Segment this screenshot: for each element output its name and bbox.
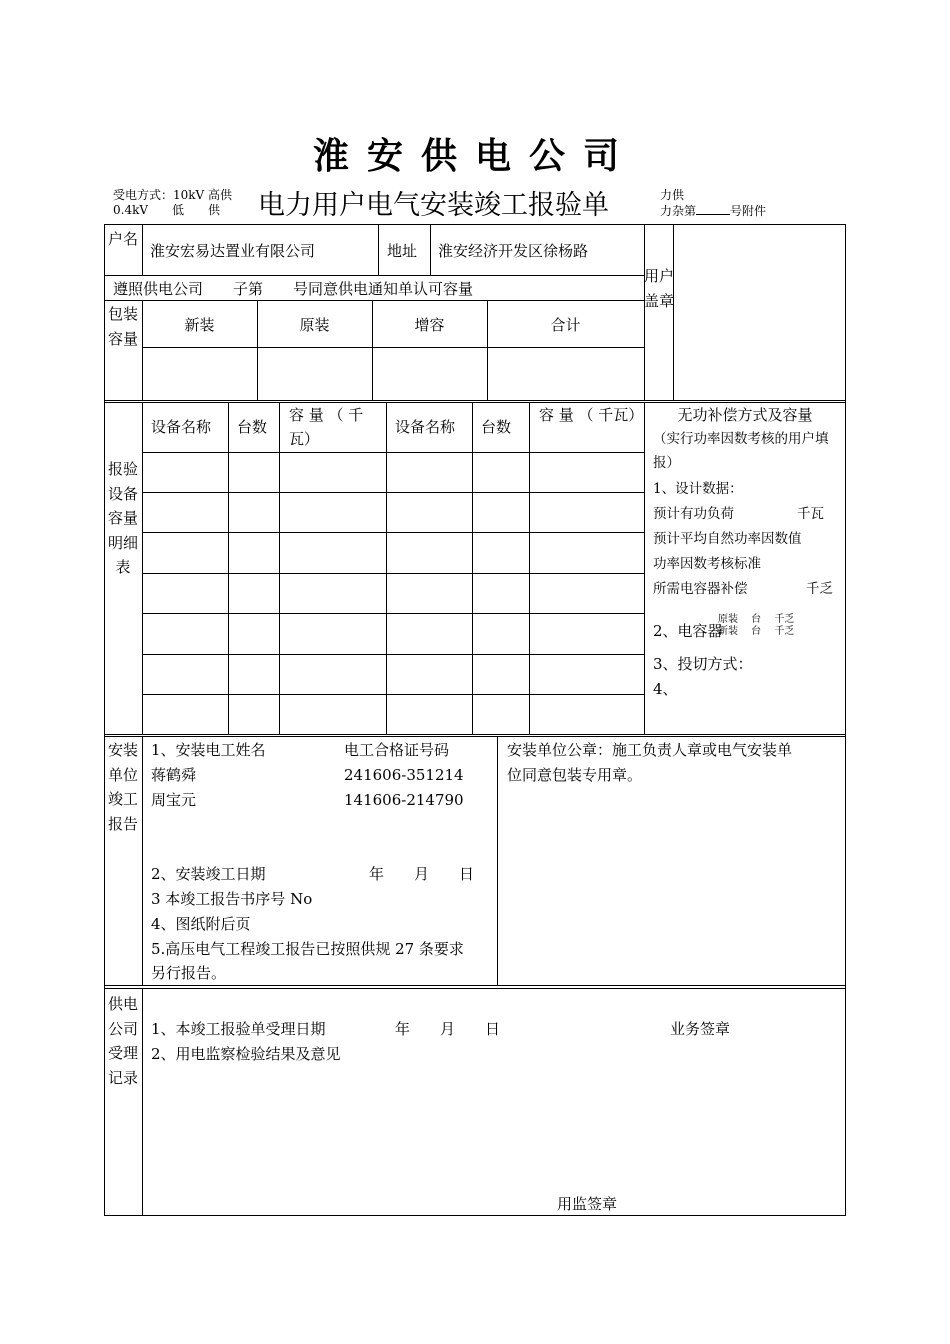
supply-mode-line-2: 0.4kV 低 供 [113,203,221,217]
equipment-section-label: 报验设备容量明细表 [107,460,138,576]
customer-name-label: 户名 [107,230,138,248]
average-power-factor: 预计平均自然功率因数值 [653,531,802,547]
electrician-cert: 241606-351214 [344,766,464,784]
form-title: 电力用户电气安装竣工报验单 [258,190,609,221]
hv-report-line-1: 5.高压电气工程竣工报告已按照供规 27 条要求 [151,940,464,958]
inspection-result: 2、用电监察检验结果及意见 [151,1045,341,1063]
design-data: 1、设计数据： [653,481,743,497]
item-4: 4、 [653,680,678,698]
customer-name: 淮安宏易达置业有限公司 [150,242,316,260]
equipment-header-capacity-1: 容 量 （ 千瓦） [289,406,364,448]
form-number-line-2 [660,203,766,219]
equipment-header-count-1: 台数 [237,418,268,436]
electrician-cert: 141606-214790 [344,791,464,809]
electrician-name: 蒋鹤舜 [151,766,197,784]
power-factor-standard: 功率因数考核标准 [653,556,761,572]
form-number-note [660,188,766,219]
approval-notice: 遵照供电公司 子第 号同意供电通知单认可容量 [113,280,474,298]
equipment-header-count-2: 台数 [481,418,512,436]
capacitor-original: 原装 台 千乏 [718,614,795,625]
form-number-prefix: 力杂第 [660,204,697,218]
reactive-note: （实行功率因数考核的用户填报） [653,431,829,471]
certificate-label: 电工合格证号码 [344,741,450,759]
form-number-suffix: 号附件 [730,204,767,218]
drawings-note: 4、图纸附后页 [151,915,251,933]
business-sign: 业务签章 [670,1020,731,1038]
capacity-header-original: 原装 [299,316,330,334]
user-seal-label: 用户盖章 [644,267,675,310]
record-section-label: 供电公司受理记录 [107,995,138,1087]
completion-date-ymd: 年 月 日 [369,865,475,883]
capacitor-new: 新装 台 千乏 [718,626,795,637]
equipment-header-capacity-2: 容 量 （ 千瓦） [539,406,644,424]
hv-report-line-2: 另行报告。 [151,964,227,982]
capacity-header-increase: 增容 [414,316,445,334]
electrician-name: 周宝元 [151,791,197,809]
install-seal-line-1: 安装单位公章：施工负责人章或电气安装单 [507,741,793,759]
supply-mode-line-1: 受电方式：10kV 高供 [113,188,233,202]
reactive-title: 无功补偿方式及容量 [677,406,813,424]
capacity-header-total: 合计 [550,316,581,334]
company-name: 淮安供电公司 [312,135,637,177]
completion-date-label: 2、安装竣工日期 [151,865,266,883]
switching-mode: 3、投切方式： [653,655,753,673]
active-load-unit: 千瓦 [797,506,824,522]
equipment-header-name-2: 设备名称 [395,418,456,436]
capacitor-need-unit: 千乏 [806,581,833,597]
address-value: 淮安经济开发区徐杨路 [438,242,589,260]
supply-mode-note [113,188,232,218]
form-number-blank [696,203,730,215]
capacitor-need: 所需电容器补偿 [653,581,748,597]
capacity-label: 包装容量 [107,305,138,348]
electrician-name-label: 1、安装电工姓名 [151,741,266,759]
capacity-header-new: 新装 [184,316,215,334]
install-section-label: 安装单位竣工报告 [107,741,138,833]
supervision-sign: 用监签章 [557,1195,618,1213]
address-label: 地址 [387,242,418,260]
report-number: 3 本竣工报告书序号 No [151,890,313,908]
capacitor-label: 2、电容器 [653,622,723,640]
accept-date-label: 1、本竣工报验单受理日期 [151,1020,326,1038]
equipment-header-name-1: 设备名称 [151,418,212,436]
active-load: 预计有功负荷 [653,506,734,522]
accept-date-ymd: 年 月 日 [395,1020,501,1038]
install-seal-line-2: 位同意包装专用章。 [507,766,643,784]
form-number-line-1: 力供 [660,188,685,202]
